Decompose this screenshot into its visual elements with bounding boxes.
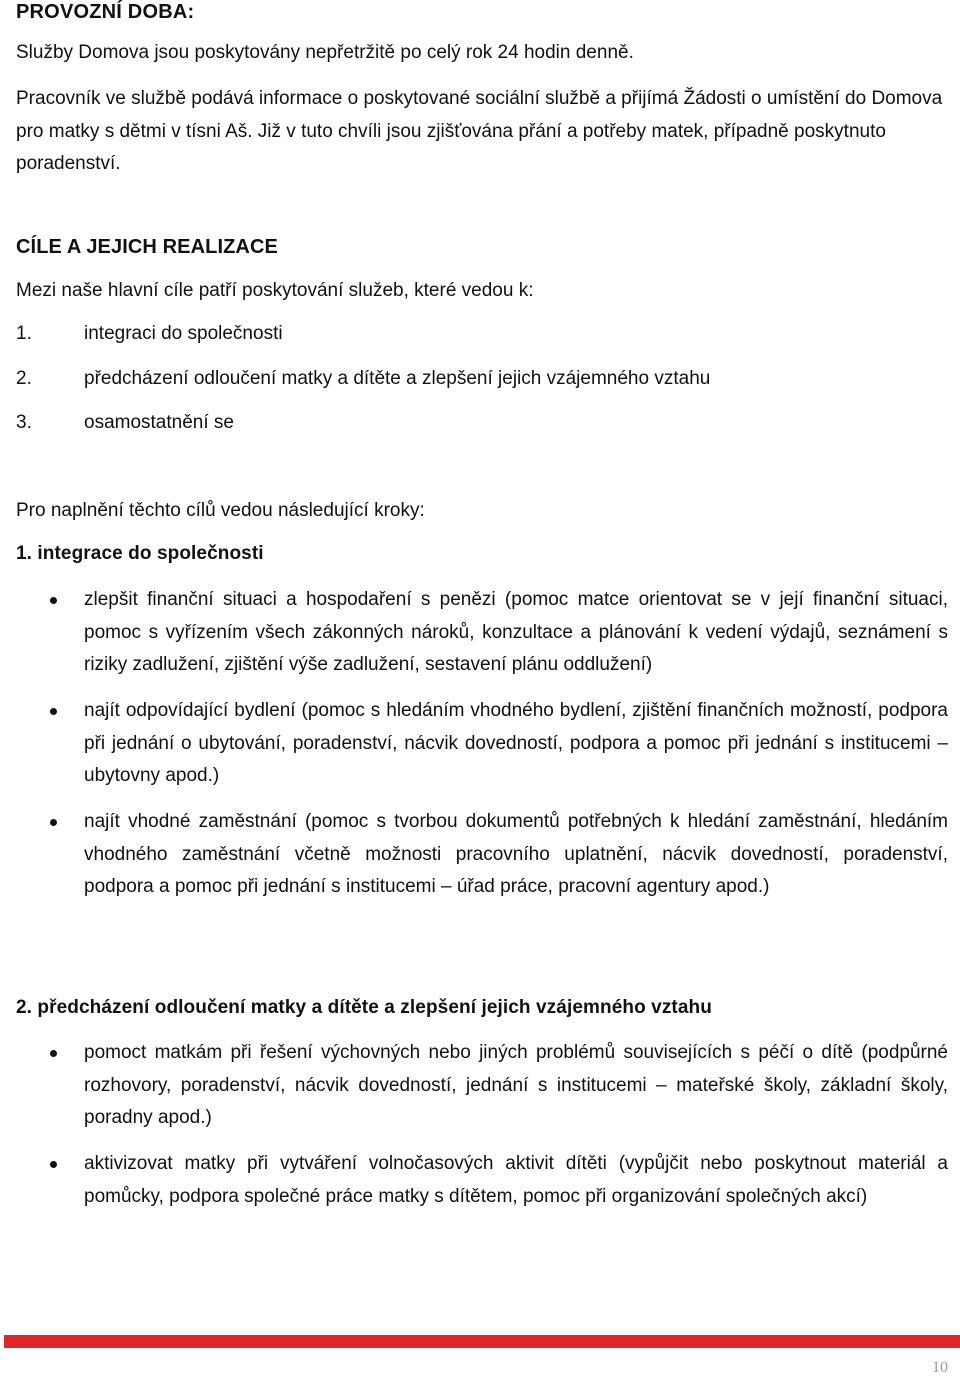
goal-number: 1. — [16, 323, 32, 344]
goal-item-3 — [16, 412, 234, 434]
bullet-icon — [50, 1161, 57, 1168]
goal-item-2 — [16, 368, 710, 390]
section-2-heading: 2. předcházení odloučení matky a dítěte a zlepšení jejich vzájemného vztahu — [16, 997, 712, 1018]
bullet-text: pomoct matkám při řešení výchovných nebo jiných problémů souvisejících s péčí o dítě (podpůrné rozhovory, poradenství, nácvik dovedností, jednání s institucemi – mateřské školy, základní školy, poradny apod.) — [84, 1042, 948, 1128]
goal-item-1 — [16, 323, 283, 345]
cile-intro: Mezi naše hlavní cíle patří poskytování služeb, které vedou k: — [16, 280, 534, 301]
goal-text: integraci do společnosti — [84, 323, 283, 344]
footer-red-rule — [4, 1335, 960, 1348]
bullet-icon — [50, 597, 57, 604]
goal-number: 2. — [16, 368, 32, 389]
provozni-doba-heading: PROVOZNÍ DOBA: — [16, 1, 195, 23]
bullet-icon — [50, 708, 57, 715]
provozni-paragraph-1: Služby Domova jsou poskytovány nepřetržitě po celý rok 24 hodin denně. — [16, 42, 634, 63]
provozni-paragraph-2: Pracovník ve službě podává informace o poskytované sociální službě a přijímá Žádosti o umístění do Domova pro matky s dětmi v tísni Aš. Již v tuto chvíli jsou zjišťována přání a potřeby matek, případně poskytnuto poradenství. — [16, 88, 943, 174]
section-1-heading: 1. integrace do společnosti — [16, 543, 264, 564]
goal-text: osamostatnění se — [84, 412, 234, 433]
bullet-text: zlepšit finanční situaci a hospodaření s penězi (pomoc matce orientovat se v její finanční situaci, pomoc s vyřízením všech zákonných nároků, konzultace a plánování k vedení výdajů, seznámení s riziky zadlužení, zjištění výše zadlužení, sestavení plánu oddlužení) — [84, 589, 948, 675]
goal-text: předcházení odloučení matky a dítěte a zlepšení jejich vzájemného vztahu — [84, 368, 711, 389]
steps-intro: Pro naplnění těchto cílů vedou následující kroky: — [16, 500, 425, 521]
bullet-text: aktivizovat matky při vytváření volnočasových aktivit dítěti (vypůjčit nebo poskytnout materiál a pomůcky, podpora společné práce matky s dítětem, pomoc při organizování společných akcí) — [84, 1153, 948, 1207]
bullet-text: najít odpovídající bydlení (pomoc s hledáním vhodného bydlení, zjištění finančních možností, podpora při jednání o ubytování, poradenství, nácvik dovedností, podpora a pomoc při jednání s institucemi – ubytovny apod.) — [84, 700, 948, 786]
goal-number: 3. — [16, 412, 32, 433]
bullet-text: najít vhodné zaměstnání (pomoc s tvorbou dokumentů potřebných k hledání zaměstnání, hledáním vhodného zaměstnání včetně možnosti pracovního uplatnění, nácvik dovedností, poradenství, podpora a pomoc při jednání s institucemi – úřad práce, pracovní agentury apod.) — [84, 811, 948, 897]
bullet-icon — [50, 819, 57, 826]
bullet-icon — [50, 1050, 57, 1057]
cile-heading: CÍLE A JEJICH REALIZACE — [16, 236, 278, 258]
page-number: 10 — [932, 1359, 948, 1376]
